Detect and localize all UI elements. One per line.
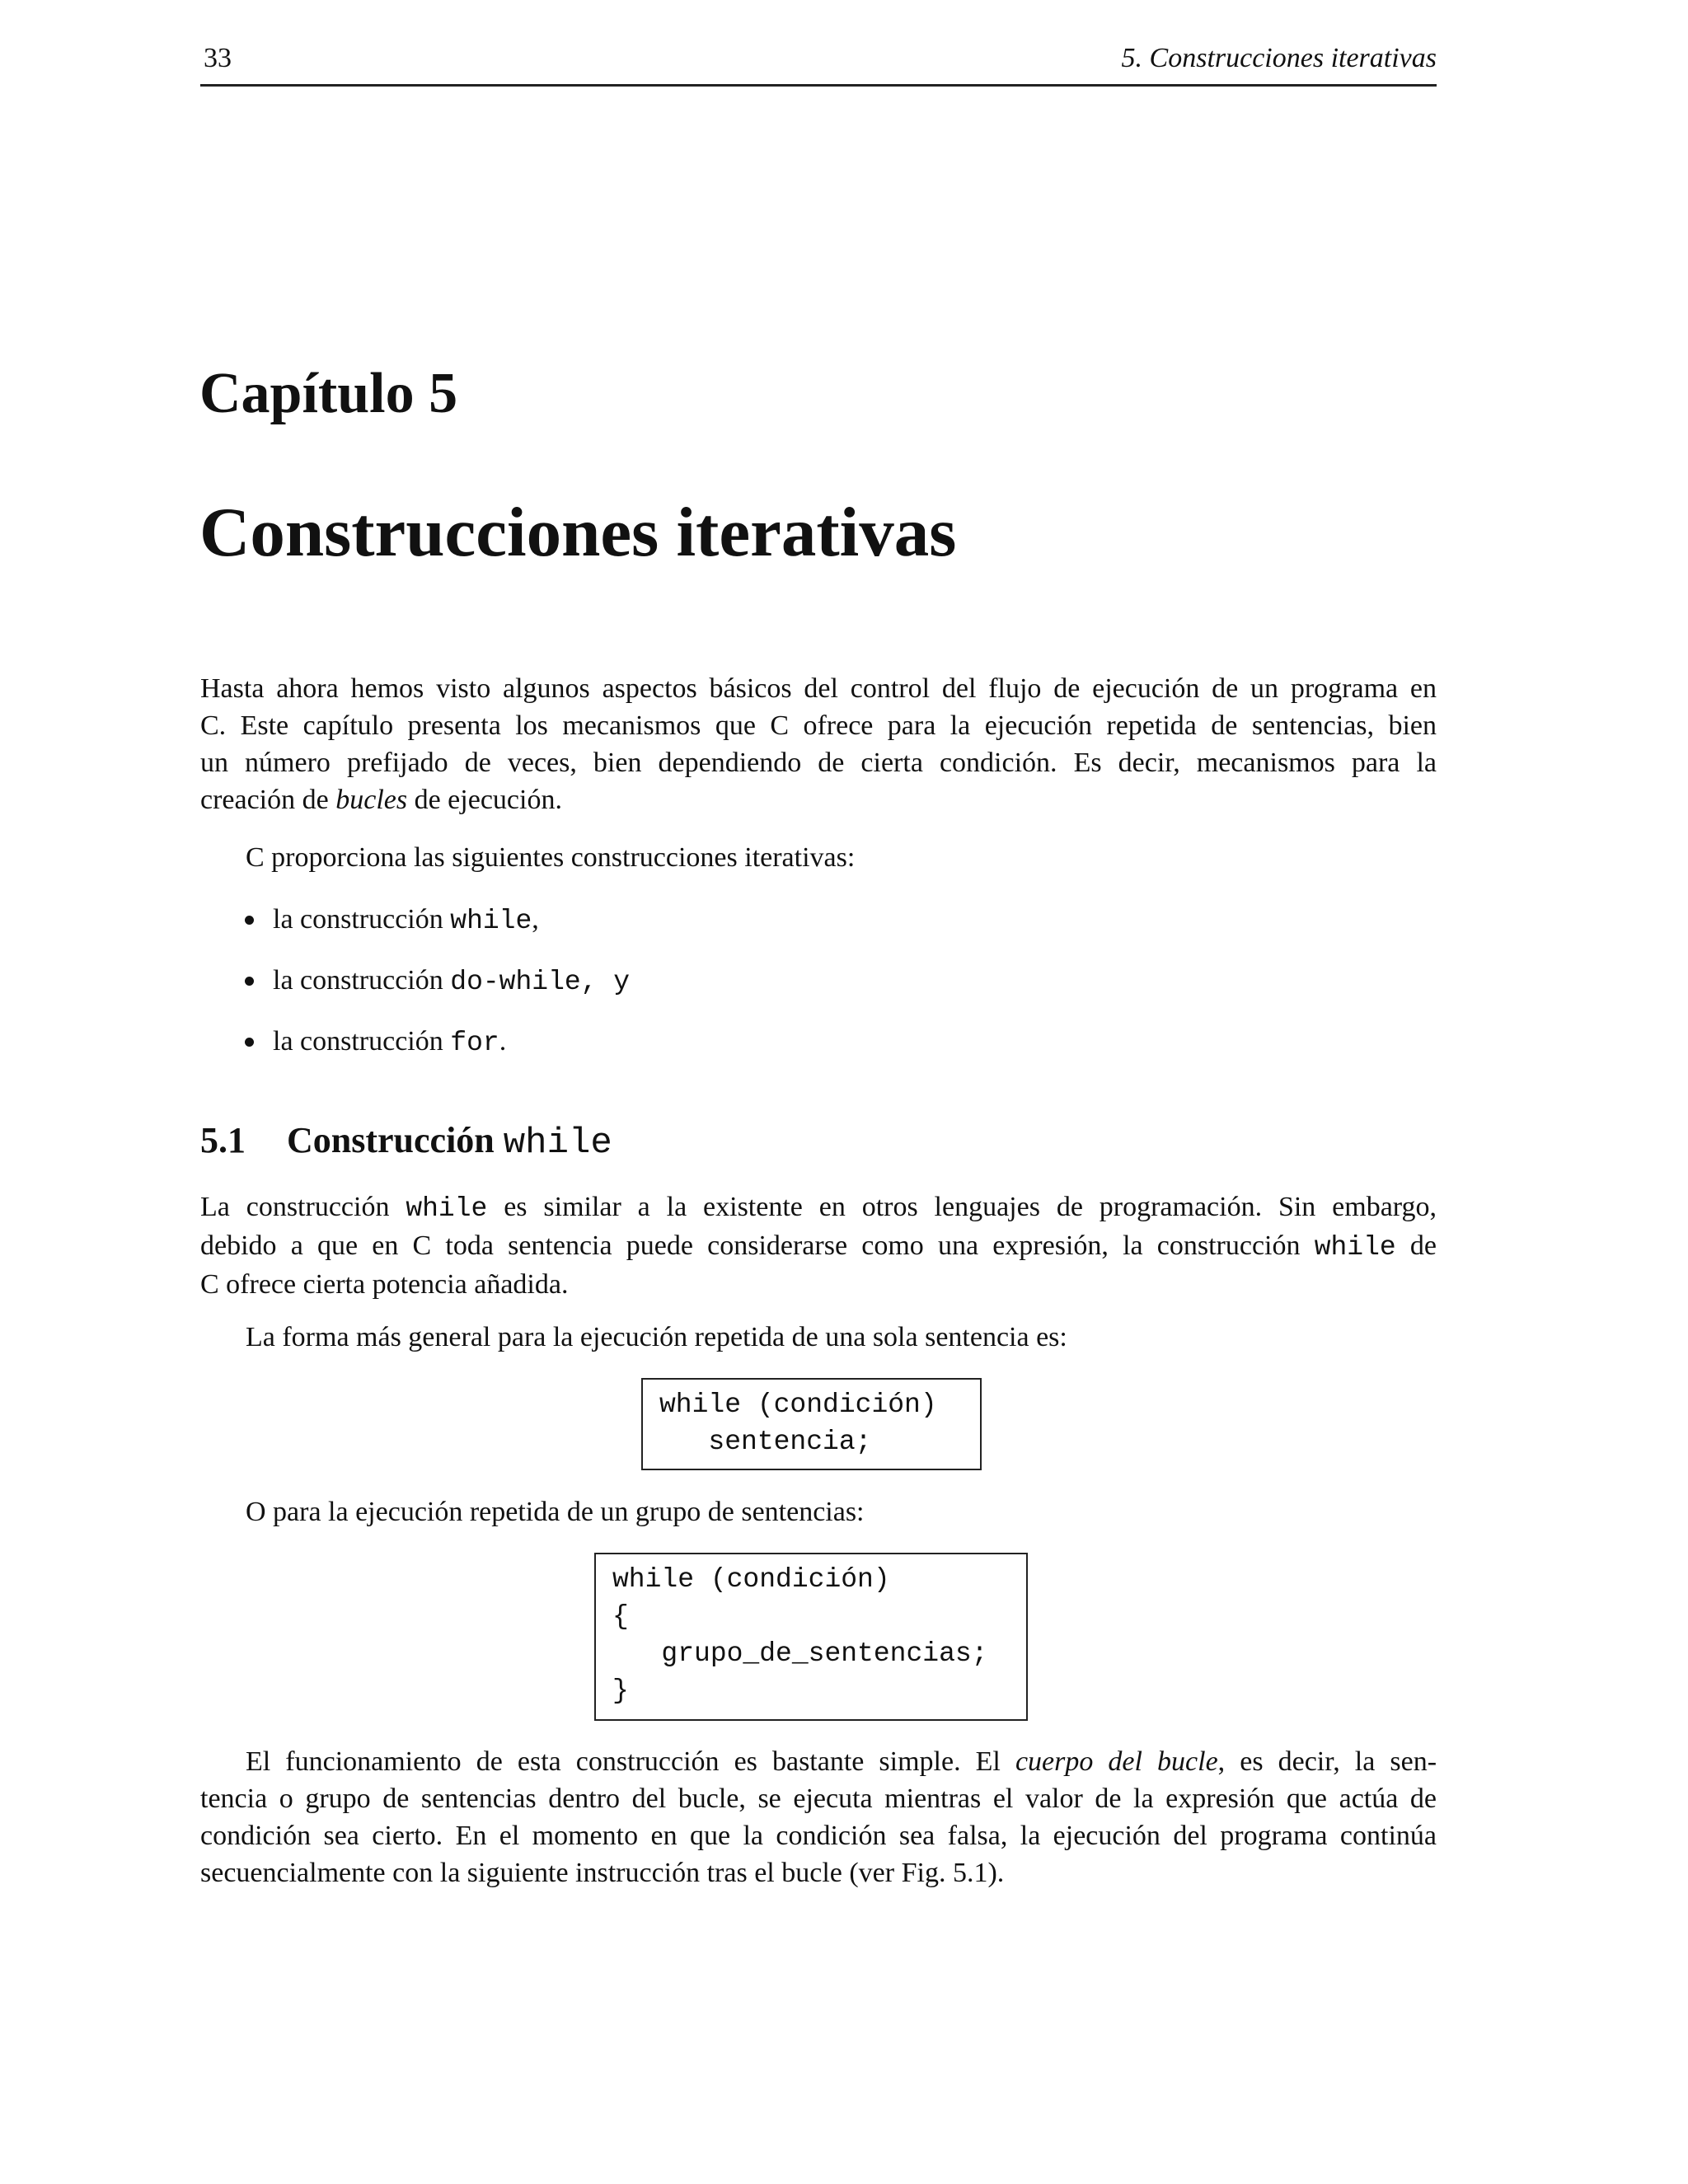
- chapter-title: Construcciones iterativas: [199, 494, 957, 571]
- intro-line: C. Este capítulo presenta los mecanismos que C ofrece para la ejecución repetida de sentencias, bien: [200, 710, 1437, 741]
- code-line: grupo_de_sentencias;: [612, 1638, 988, 1669]
- single-intro-text: La forma más general para la ejecución repetida de una sola sentencia es:: [246, 1322, 1067, 1352]
- section-number: 5.1: [200, 1120, 246, 1160]
- section-title-code: while: [503, 1122, 612, 1164]
- group-statement-intro: [200, 1493, 1437, 1530]
- code-block-single: [641, 1378, 982, 1470]
- intro-text: de ejecución.: [407, 785, 562, 815]
- intro-text: creación de: [200, 785, 336, 815]
- item-label: la construcción: [273, 965, 451, 996]
- section-text: es similar a la existente en otros lenguajes de programación. Sin embargo,: [487, 1192, 1437, 1222]
- item-code: do-while: [450, 967, 581, 997]
- section-line: [200, 1227, 1437, 1266]
- code-block-group: [594, 1553, 1028, 1721]
- running-title: 5. Construcciones iterativas: [1121, 43, 1437, 73]
- item-suffix: .: [499, 1026, 507, 1057]
- bullet-icon: [245, 977, 254, 986]
- closing-line: secuencialmente con la siguiente instrucción tras el bucle (ver Fig. 5.1).: [200, 1858, 1005, 1888]
- closing-paragraph: [200, 1743, 1437, 1891]
- section-code: while: [1314, 1232, 1396, 1263]
- single-statement-intro: [200, 1319, 1437, 1356]
- intro-paragraph: [200, 670, 1437, 818]
- intro-line: un número prefijado de veces, bien dependiendo de cierta condición. Es decir, mecanismos para la: [200, 748, 1437, 778]
- list-item-text: [273, 962, 630, 1001]
- item-code: while: [450, 906, 532, 936]
- closing-line: condición sea cierto. En el momento en que la condición sea falsa, la ejecución del programa continúa: [200, 1821, 1437, 1851]
- section-line: C ofrece cierta potencia añadida.: [200, 1269, 569, 1300]
- list-item-text: [273, 901, 539, 940]
- code-line: {: [612, 1601, 629, 1632]
- intro-line: Hasta ahora hemos visto algunos aspectos básicos del control del flujo de ejecución de un programa en: [200, 673, 1437, 704]
- section-heading: [200, 1119, 612, 1164]
- section-code: while: [406, 1193, 488, 1224]
- constructs-intro: [200, 839, 1437, 876]
- closing-text: El funcionamiento de esta construcción es bastante simple. El: [246, 1746, 1015, 1777]
- bullet-icon: [245, 1038, 254, 1047]
- group-intro-text: O para la ejecución repetida de un grupo de sentencias:: [246, 1497, 865, 1527]
- code-line: while (condición): [659, 1390, 937, 1420]
- closing-emphasis: cuerpo del bucle: [1015, 1746, 1218, 1777]
- item-suffix: , y: [580, 967, 631, 997]
- intro-line-last: [200, 781, 1437, 818]
- closing-line: [200, 1743, 1437, 1780]
- closing-text: , es decir, la sen-: [1217, 1746, 1437, 1777]
- list-item-text: [273, 1023, 506, 1062]
- code-line: }: [612, 1675, 629, 1706]
- item-label: la construcción: [273, 904, 451, 935]
- section-paragraph: [200, 1188, 1437, 1303]
- code-line: while (condición): [612, 1564, 890, 1595]
- bullet-icon: [245, 916, 254, 925]
- section-line: [200, 1188, 1437, 1227]
- chapter-label: Capítulo 5: [199, 362, 458, 425]
- item-label: la construcción: [273, 1026, 451, 1057]
- running-header: [200, 43, 1437, 89]
- item-suffix: ,: [532, 904, 539, 935]
- section-title: Construcción: [287, 1120, 504, 1160]
- constructs-intro-text: C proporciona las siguientes construcciones iterativas:: [246, 842, 856, 873]
- code-line: sentencia;: [659, 1427, 872, 1457]
- intro-emphasis: bucles: [335, 785, 408, 815]
- header-rule: [200, 84, 1437, 87]
- section-text: debido a que en C toda sentencia puede considerarse como una expresión, la construcción: [200, 1230, 1315, 1261]
- page-number: 33: [204, 43, 232, 73]
- closing-line: tencia o grupo de sentencias dentro del bucle, se ejecuta mientras el valor de la expresión que actúa de: [200, 1783, 1437, 1814]
- section-text: La construcción: [200, 1192, 406, 1222]
- section-text: de: [1395, 1230, 1437, 1261]
- item-code: for: [450, 1028, 499, 1058]
